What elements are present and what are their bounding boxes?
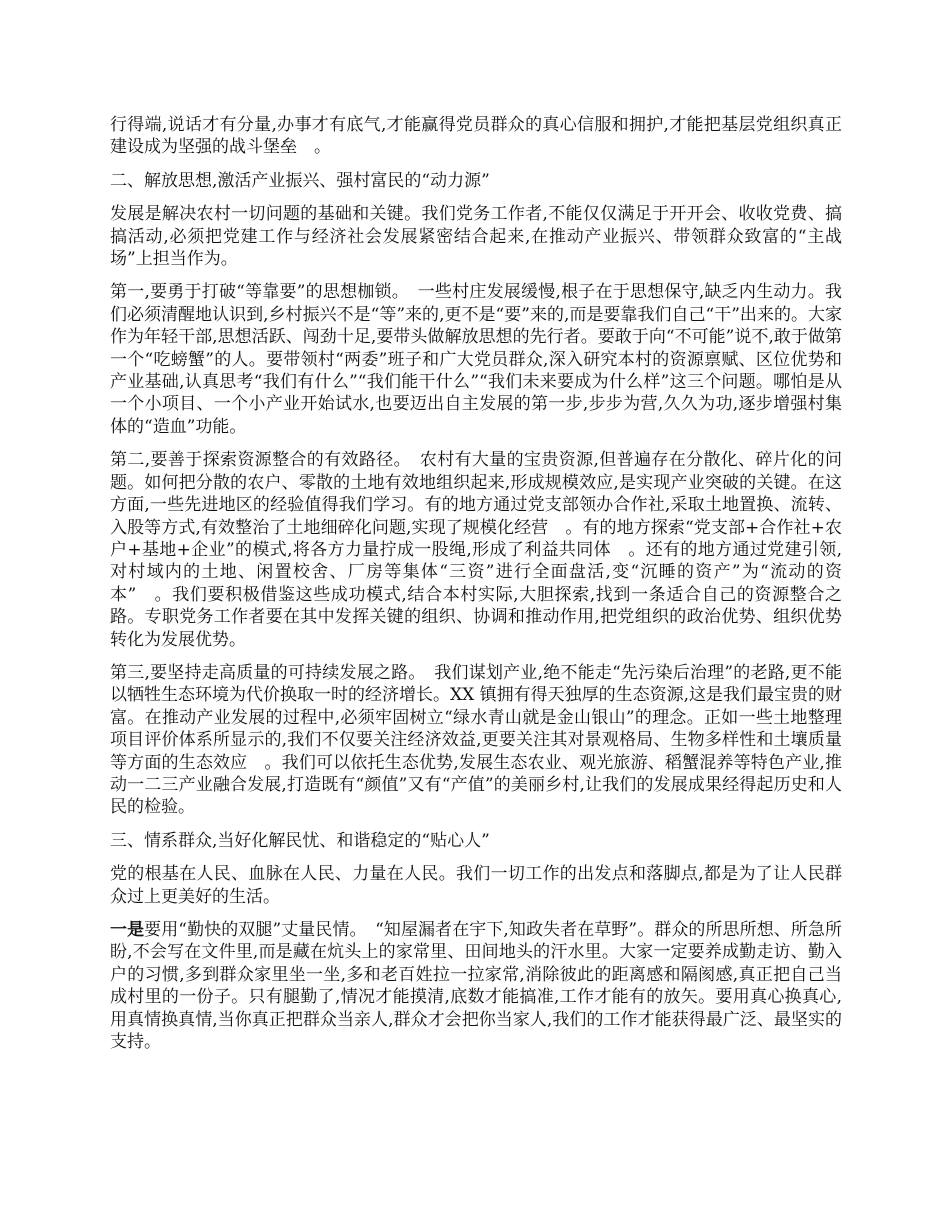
- paragraph-closing-section-one: 行得端,说话才有分量,办事才有底气,才能赢得党员群众的真心信服和拥护,才能把基层党组织真正建设成为坚强的战斗堡垒 。: [110, 115, 842, 158]
- paragraph-point-third: 第三,要坚持走高质量的可持续发展之路。 我们谋划产业,绝不能走“先污染后治理”的老路,更不能以牺牲生态环境为代价换取一时的经济增长。XX 镇拥有得天独厚的生态资源,这是我们最宝贵的财富。在推动产业发展的过程中,必须牢固树立“绿水青山就是金山银山”的理念。正如一些土地整理项目评价体系所显示的,我们不仅要关注经济效益,更要关注其对景观格局、生物多样性和土壤质量等方面的生态效应 。我们可以依托生态优势,发展生态农业、观光旅游、稻蟹混养等特色产业,推动一二三产业融合发展,打造既有“颜值”又有“产值”的美丽乡村,让我们的发展成果经得起历史和人民的检验。: [110, 662, 843, 818]
- section-heading-two: 二、解放思想,激活产业振兴、强村富民的“动力源”: [110, 170, 490, 191]
- paragraph-point-one-is: [110, 919, 842, 1053]
- paragraph-development-intro: 发展是解决农村一切问题的基础和关键。我们党务工作者,不能仅仅满足于开开会、收收党费、搞搞活动,必须把党建工作与经济社会发展紧密结合起来,在推动产业振兴、带领群众致富的“主战场”上担当作为。: [110, 204, 842, 270]
- paragraph-point-one-is-body: 要用“勤快的双腿”丈量民情。 “知屋漏者在宇下,知政失者在草野”。群众的所思所想、所急所盼,不会写在文件里,而是藏在炕头上的家常里、田间地头的汗水里。大家一定要养成勤走访、勤入户的习惯,多到群众家里坐一坐,多和老百姓拉一拉家常,消除彼此的距离感和隔阂感,真正把自己当成村里的一份子。只有腿勤了,情况才能摸清,底数才能搞准,工作才能有的放矢。要用真心换真心,用真情换真情,当你真正把群众当亲人,群众才会把你当家人,我们的工作才能获得最广泛、最坚实的支持。: [110, 920, 843, 1053]
- document-page: [110, 114, 842, 1064]
- paragraph-point-second: 第二,要善于探索资源整合的有效路径。 农村有大量的宝贵资源,但普遍存在分散化、碎片化的问题。如何把分散的农户、零散的土地有效地组织起来,形成规模效应,是实现产业突破的关键。在这方面,一些先进地区的经验值得我们学习。有的地方通过党支部领办合作社,采取土地置换、流转、入股等方式,有效整治了土地细碎化问题,实现了规模化经营 。有的地方探索“党支部+合作社+农户+基地+企业”的模式,将各方力量拧成一股绳,形成了利益共同体 。还有的地方通过党建引领,对村域内的土地、闲置校舍、厂房等集体“三资”进行全面盘活,变“沉睡的资产”为“流动的资本” 。我们要积极借鉴这些成功模式,结合本村实际,大胆探索,找到一条适合自己的资源整合之路。专职党务工作者要在其中发挥关键的组织、协调和推动作用,把党组织的政治优势、组织优势转化为发展优势。: [110, 450, 842, 650]
- paragraph-point-first: 第一,要勇于打破“等靠要”的思想枷锁。 一些村庄发展缓慢,根子在于思想保守,缺乏内生动力。我们必须清醒地认识到,乡村振兴不是“等”来的,更不是“要”来的,而是要靠我们自己“干”出来的。大家作为年轻干部,思想活跃、闯劲十足,要带头做解放思想的先行者。要敢于向“不可能”说不,敢于做第一个“吃螃蟹”的人。要带领村“两委”班子和广大党员群众,深入研究本村的资源禀赋、区位优势和产业基础,认真思考“我们有什么”“我们能干什么”“我们未来要成为什么样”这三个问题。哪怕是从一个小项目、一个小产业开始试水,也要迈出自主发展的第一步,步步为营,久久为功,逐步增强村集体的“造血”功能。: [110, 282, 842, 437]
- section-heading-three: 三、情系群众,当好化解民忧、和谐稳定的“贴心人”: [110, 830, 490, 851]
- bold-lead-label: 一是: [110, 920, 145, 940]
- paragraph-people-intro: 党的根基在人民、血脉在人民、力量在人民。我们一切工作的出发点和落脚点,都是为了让人民群众过上更美好的生活。: [110, 864, 842, 907]
